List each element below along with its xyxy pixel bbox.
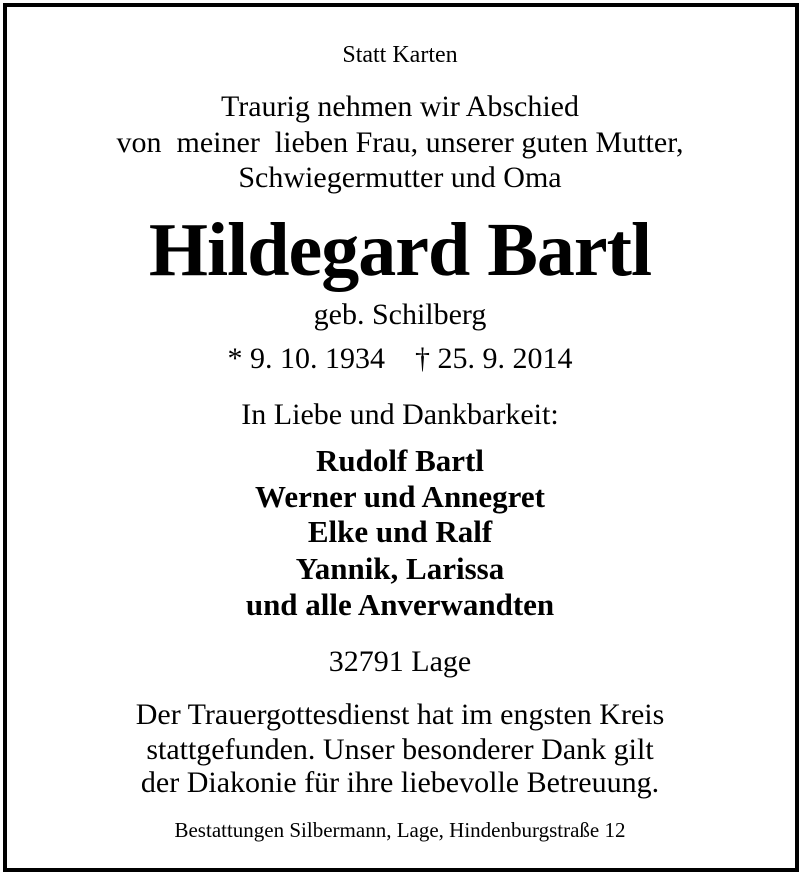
birth-date: * 9. 10. 1934 [227, 342, 385, 375]
mourner-name: Rudolf Bartl [316, 443, 484, 478]
intro-line-1: Traurig nehmen wir Abschied [220, 90, 579, 123]
service-note-line-2: stattgefunden. Unser besonderer Dank gilt [146, 733, 654, 766]
life-dates [0, 344, 800, 374]
birth-name: geb. Schilberg [313, 298, 487, 331]
mourner-name: Werner und Annegret [255, 479, 545, 514]
service-note-line-1: Der Trauergottesdienst hat im engsten Kreis [135, 698, 665, 731]
mourners-heading: In Liebe und Dankbarkeit: [241, 398, 559, 431]
intro-line-2: von meiner lieben Frau, unserer guten Mutter, [116, 126, 684, 159]
funeral-home-footer: Bestattungen Silbermann, Lage, Hindenburgstraße 12 [174, 818, 626, 842]
mourner-name: Elke und Ralf [307, 514, 493, 549]
service-note-line-3: der Diakonie für ihre liebevolle Betreuung. [140, 766, 660, 799]
mourner-name: und alle Anverwandten [245, 587, 555, 622]
death-date: † 25. 9. 2014 [415, 342, 573, 375]
intro-line-3: Schwiegermutter und Oma [238, 161, 562, 194]
statt-karten-label: Statt Karten [342, 42, 458, 68]
mourner-name: Yannik, Larissa [295, 551, 505, 586]
deceased-name: Hildegard Bartl [148, 208, 652, 292]
location: 32791 Lage [328, 645, 472, 678]
